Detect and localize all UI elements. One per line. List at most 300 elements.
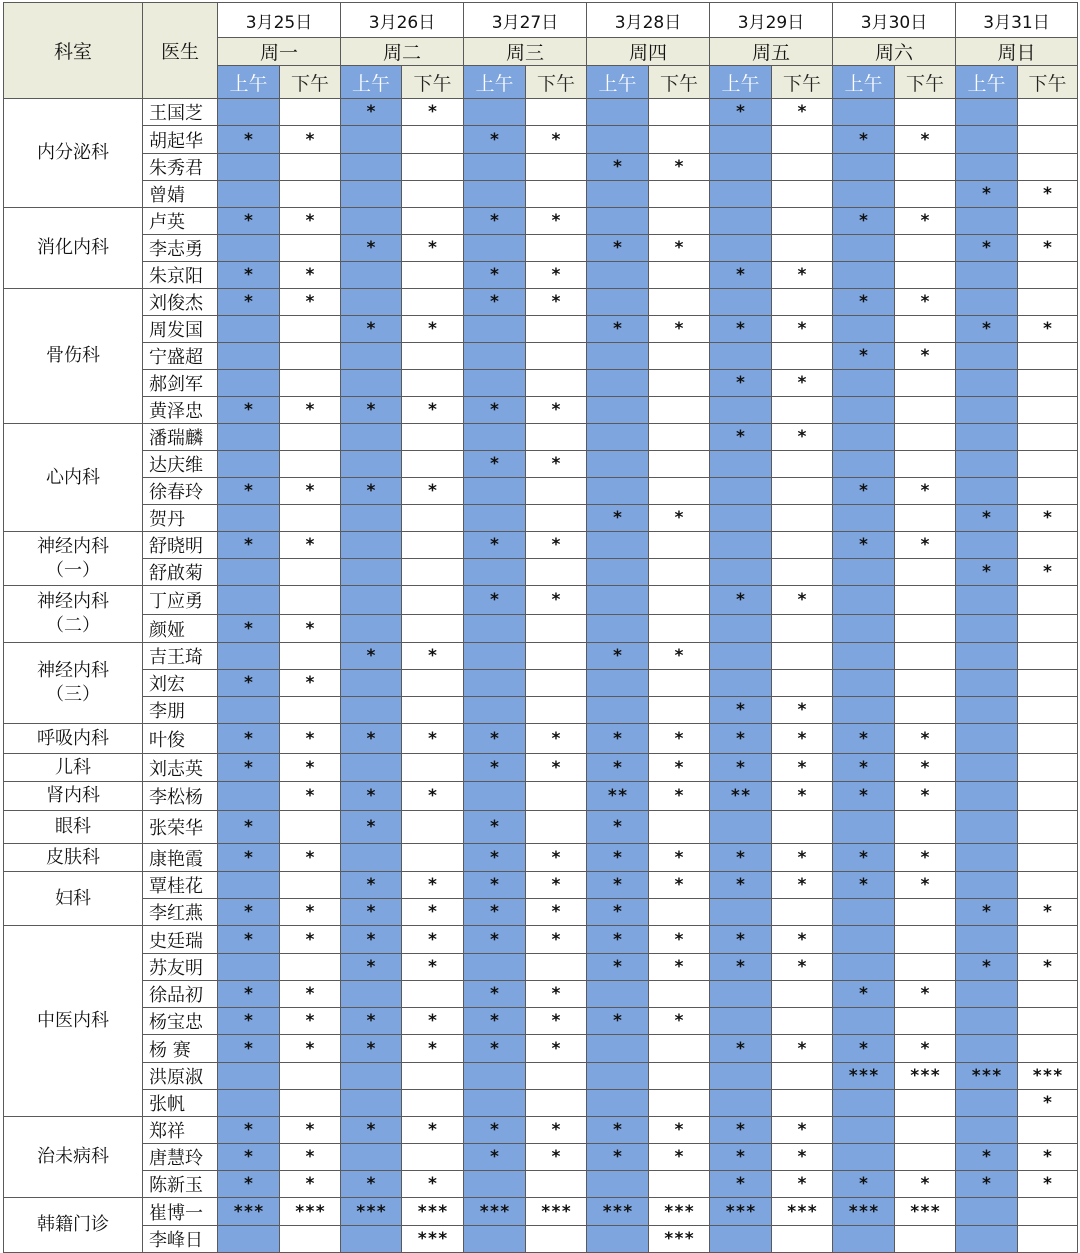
clinic-mark: * [735,102,746,122]
am-slot-cell [710,316,772,343]
pm-slot-cell [772,724,833,754]
pm-slot-cell [772,981,833,1008]
am-slot-cell [587,643,649,670]
clinic-mark: * [735,1120,746,1140]
pm-slot-cell [1018,1035,1078,1063]
clinic-mark: * [550,984,562,1004]
am-slot-cell [464,1144,526,1171]
clinic-mark: * [427,1174,438,1194]
clinic-mark: * [365,1120,377,1140]
department-cell [4,724,143,754]
am-slot-cell [341,724,402,754]
clinic-mark: * [550,902,562,922]
am-slot-cell [956,1063,1018,1090]
am-slot-cell [956,208,1018,235]
pm-slot-cell [402,811,464,844]
am-slot-cell [710,208,772,235]
date-header: 3月31日 [956,3,1078,38]
am-slot-cell [218,954,280,981]
clinic-mark: * [612,1120,623,1140]
am-slot-cell [341,532,402,559]
pm-slot-cell [895,1198,956,1226]
clinic-mark: * [1042,184,1053,204]
clinic-mark: *** [725,1201,756,1222]
clinic-mark: * [243,1174,254,1194]
clinic-mark: * [489,1120,500,1140]
clinic-mark: * [796,319,808,339]
clinic-mark: * [1042,562,1053,582]
clinic-mark: * [489,211,500,231]
schedule-row [4,559,1078,586]
pm-slot-cell [402,1063,464,1090]
clinic-mark: * [365,102,377,122]
am-slot-cell [464,724,526,754]
pm-slot-cell [402,451,464,478]
pm-slot-cell [280,724,341,754]
am-slot-cell [833,954,895,981]
am-slot-cell [956,697,1018,724]
am-slot-cell [833,126,895,154]
am-slot-cell [956,370,1018,397]
department-name: 妇科 [54,887,91,909]
pm-slot-cell [526,424,587,451]
pm-slot-cell [526,478,587,505]
pm-slot-cell [280,154,341,181]
am-slot-cell [464,643,526,670]
am-slot-cell [833,586,895,615]
pm-slot-cell [649,981,710,1008]
clinic-mark: * [489,757,500,778]
pm-slot-cell [526,316,587,343]
pm-slot-cell [526,532,587,559]
am-slot-cell [218,926,280,954]
clinic-mark: * [858,786,869,806]
pm-slot-cell [649,697,710,724]
am-slot-cell [956,1008,1018,1035]
clinic-mark: * [919,786,931,806]
date-header: 3月27日 [464,3,587,38]
am-slot-cell [833,926,895,954]
pm-slot-cell [402,559,464,586]
am-slot-cell [218,643,280,670]
pm-slot-cell [772,126,833,154]
am-slot-cell [833,697,895,724]
am-header: 上午 [833,66,895,99]
schedule-row [4,1117,1078,1144]
am-slot-cell [218,235,280,262]
clinic-mark: * [673,728,685,749]
pm-slot-cell [772,899,833,926]
pm-slot-cell [1018,478,1078,505]
am-slot-cell [710,1008,772,1035]
pm-slot-cell [280,424,341,451]
pm-slot-cell [895,532,956,559]
am-slot-cell [956,1117,1018,1144]
schedule-row [4,981,1078,1008]
schedule-row [4,615,1078,643]
clinic-mark: * [365,817,377,837]
pm-slot-cell [526,1090,587,1117]
doctor-name: 张荣华 [143,811,218,844]
clinic-mark: * [612,929,623,950]
pm-slot-cell [1018,208,1078,235]
pm-slot-cell [895,424,956,451]
clinic-mark: * [365,319,377,339]
pm-slot-cell [649,505,710,532]
doctor-name: 曾婧 [143,181,218,208]
clinic-mark: * [612,902,623,922]
am-slot-cell [218,1171,280,1198]
clinic-mark: * [489,728,500,749]
clinic-mark: * [735,1038,746,1059]
department-cell [4,532,143,586]
pm-slot-cell [1018,99,1078,126]
pm-slot-cell [280,316,341,343]
am-slot-cell [710,844,772,872]
clinic-mark: * [673,157,685,177]
pm-slot-cell [895,1144,956,1171]
pm-slot-cell [280,1035,341,1063]
schedule-row [4,926,1078,954]
schedule-row [4,643,1078,670]
clinic-mark: * [919,728,931,749]
clinic-mark: ** [607,786,628,806]
am-slot-cell [587,235,649,262]
pm-slot-cell [402,670,464,697]
clinic-mark: * [735,1147,746,1167]
schedule-row [4,754,1078,782]
clinic-mark: * [796,875,808,895]
clinic-mark: * [919,292,931,312]
clinic-mark: * [550,728,562,749]
am-slot-cell [956,954,1018,981]
am-slot-cell [587,1171,649,1198]
pm-slot-cell [280,343,341,370]
schedule-row [4,478,1078,505]
pm-slot-cell [402,262,464,289]
clinic-mark: * [243,984,254,1004]
department-cell [4,99,143,208]
am-slot-cell [341,615,402,643]
clinic-mark: * [489,902,500,922]
am-slot-cell [587,1090,649,1117]
pm-slot-cell [402,397,464,424]
pm-slot-cell [526,262,587,289]
am-slot-cell [218,697,280,724]
dept-column-header: 科室 [4,3,143,99]
pm-slot-cell [526,670,587,697]
pm-slot-cell [526,208,587,235]
clinic-mark: * [612,957,623,977]
clinic-mark: * [243,1011,254,1031]
am-slot-cell [464,451,526,478]
am-slot-cell [587,724,649,754]
pm-slot-cell [280,235,341,262]
clinic-mark: * [735,265,746,285]
am-slot-cell [341,370,402,397]
clinic-mark: * [858,211,869,231]
am-slot-cell [341,316,402,343]
am-slot-cell [956,754,1018,782]
clinic-mark: * [612,875,623,895]
pm-slot-cell [772,1035,833,1063]
pm-slot-cell [280,754,341,782]
am-slot-cell [218,505,280,532]
clinic-mark: * [427,1038,438,1059]
schedule-row [4,1063,1078,1090]
am-slot-cell [464,1226,526,1253]
pm-slot-cell [772,154,833,181]
clinic-mark: * [673,646,685,666]
clinic-mark: * [919,757,931,778]
doctor-name: 史廷瑞 [143,926,218,954]
pm-slot-cell [649,1090,710,1117]
pm-slot-cell [1018,424,1078,451]
am-slot-cell [218,1198,280,1226]
pm-slot-cell [1018,316,1078,343]
pm-slot-cell [402,697,464,724]
schedule-row [4,262,1078,289]
clinic-mark: *** [355,1201,387,1222]
am-slot-cell [587,844,649,872]
am-slot-cell [956,316,1018,343]
pm-slot-cell [402,235,464,262]
am-slot-cell [341,397,402,424]
clinic-mark: * [612,757,623,778]
pm-slot-cell [402,181,464,208]
pm-slot-cell [280,670,341,697]
pm-slot-cell [895,154,956,181]
am-slot-cell [833,724,895,754]
pm-slot-cell [649,181,710,208]
clinic-mark: * [796,590,808,610]
schedule-row [4,316,1078,343]
clinic-mark: *** [786,1201,818,1222]
am-slot-cell [710,670,772,697]
am-slot-cell [710,954,772,981]
pm-slot-cell [772,451,833,478]
am-slot-cell [956,424,1018,451]
clinic-mark: * [981,1147,992,1167]
clinic-mark: * [304,902,316,922]
clinic-mark: * [735,590,746,610]
am-slot-cell [833,782,895,811]
pm-slot-cell [895,981,956,1008]
doctor-name: 贺丹 [143,505,218,532]
pm-slot-cell [772,697,833,724]
am-slot-cell [464,181,526,208]
schedule-row [4,724,1078,754]
am-slot-cell [956,1198,1018,1226]
am-slot-cell [218,1008,280,1035]
clinic-mark: * [673,929,685,950]
clinic-mark: * [796,700,808,720]
clinic-mark: * [427,902,438,922]
am-slot-cell [341,782,402,811]
pm-slot-cell [772,1008,833,1035]
clinic-mark: * [858,481,869,501]
am-slot-cell [956,1226,1018,1253]
clinic-mark: * [489,292,500,312]
clinic-mark: * [489,454,500,474]
schedule-row [4,844,1078,872]
pm-slot-cell [772,782,833,811]
am-slot-cell [710,289,772,316]
am-slot-cell [464,505,526,532]
clinic-mark: * [796,265,808,285]
pm-slot-cell [402,289,464,316]
clinic-mark: * [981,902,992,922]
am-slot-cell [833,1171,895,1198]
department-name: 消化内科 [36,237,109,258]
pm-slot-cell [649,343,710,370]
pm-slot-cell [895,954,956,981]
am-header: 上午 [587,66,649,99]
date-header: 3月28日 [587,3,710,38]
clinic-mark: *** [294,1201,326,1222]
date-header: 3月30日 [833,3,956,38]
schedule-row [4,154,1078,181]
am-slot-cell [710,724,772,754]
pm-slot-cell [895,1171,956,1198]
clinic-mark: * [981,957,992,977]
date-header: 3月25日 [218,3,341,38]
am-slot-cell [833,1063,895,1090]
clinic-mark: * [365,728,377,749]
pm-slot-cell [280,397,341,424]
am-slot-cell [464,262,526,289]
department-name: 儿科 [54,756,91,778]
pm-slot-cell [1018,1090,1078,1117]
clinic-mark: * [796,427,808,447]
clinic-mark: * [796,373,808,393]
am-slot-cell [587,981,649,1008]
am-slot-cell [587,899,649,926]
pm-slot-cell [649,1117,710,1144]
am-slot-cell [464,1035,526,1063]
am-slot-cell [710,154,772,181]
pm-slot-cell [402,126,464,154]
am-slot-cell [710,899,772,926]
pm-slot-cell [649,1144,710,1171]
pm-slot-cell [280,844,341,872]
am-slot-cell [218,208,280,235]
clinic-mark: *** [602,1201,633,1222]
pm-slot-cell [402,899,464,926]
pm-slot-cell [280,1171,341,1198]
pm-slot-cell [772,235,833,262]
am-slot-cell [956,670,1018,697]
am-slot-cell [956,844,1018,872]
clinic-mark: *** [971,1066,1002,1086]
clinic-mark: * [1042,957,1053,977]
clinic-mark: * [796,929,808,950]
am-slot-cell [341,811,402,844]
clinic-mark: * [550,265,562,285]
schedule-row [4,126,1078,154]
clinic-mark: * [796,1174,808,1194]
doctor-name: 舒啟菊 [143,559,218,586]
clinic-mark: * [919,535,931,555]
doctor-name: 吉王琦 [143,643,218,670]
clinic-mark: *** [909,1066,941,1086]
am-slot-cell [587,1226,649,1253]
am-slot-cell [218,1117,280,1144]
am-slot-cell [587,154,649,181]
clinic-mark: * [981,1174,992,1194]
clinic-mark: * [1042,1093,1053,1113]
clinic-mark: * [981,508,992,528]
pm-slot-cell [772,670,833,697]
am-slot-cell [218,724,280,754]
clinic-mark: * [735,700,746,720]
am-slot-cell [587,1008,649,1035]
doctor-name: 刘志英 [143,754,218,782]
clinic-mark: * [365,929,377,950]
am-slot-cell [341,478,402,505]
pm-slot-cell [526,926,587,954]
schedule-row [4,532,1078,559]
pm-slot-cell [895,99,956,126]
am-slot-cell [710,235,772,262]
pm-slot-cell [280,99,341,126]
am-slot-cell [710,1090,772,1117]
pm-slot-cell [772,370,833,397]
clinic-mark: * [365,957,377,977]
clinic-mark: * [243,129,254,150]
am-slot-cell [710,478,772,505]
pm-slot-cell [895,811,956,844]
clinic-mark: * [612,238,623,258]
pm-slot-cell [649,235,710,262]
pm-slot-cell [772,811,833,844]
pm-header: 下午 [526,66,587,99]
pm-slot-cell [895,397,956,424]
pm-slot-cell [402,1090,464,1117]
pm-slot-cell [895,1008,956,1035]
am-slot-cell [218,397,280,424]
weekday-header: 周五 [710,38,833,66]
am-slot-cell [956,235,1018,262]
am-slot-cell [587,782,649,811]
weekday-header: 周日 [956,38,1078,66]
clinic-mark: * [1042,238,1053,258]
am-slot-cell [464,1171,526,1198]
pm-slot-cell [895,754,956,782]
am-slot-cell [833,316,895,343]
pm-slot-cell [649,872,710,899]
am-slot-cell [833,1226,895,1253]
am-header: 上午 [341,66,402,99]
clinic-mark: * [427,786,438,806]
clinic-mark: * [304,728,316,749]
pm-slot-cell [280,926,341,954]
am-slot-cell [218,289,280,316]
schedule-row [4,1226,1078,1253]
clinic-mark: * [550,590,562,610]
pm-slot-cell [649,451,710,478]
am-slot-cell [587,1198,649,1226]
department-cell [4,1117,143,1198]
doctor-name: 李志勇 [143,235,218,262]
pm-slot-cell [772,926,833,954]
pm-slot-cell [280,1144,341,1171]
doctor-name: 郝剑军 [143,370,218,397]
clinic-mark: * [796,102,808,122]
pm-slot-cell [772,1117,833,1144]
am-slot-cell [710,981,772,1008]
doctor-name: 卢英 [143,208,218,235]
